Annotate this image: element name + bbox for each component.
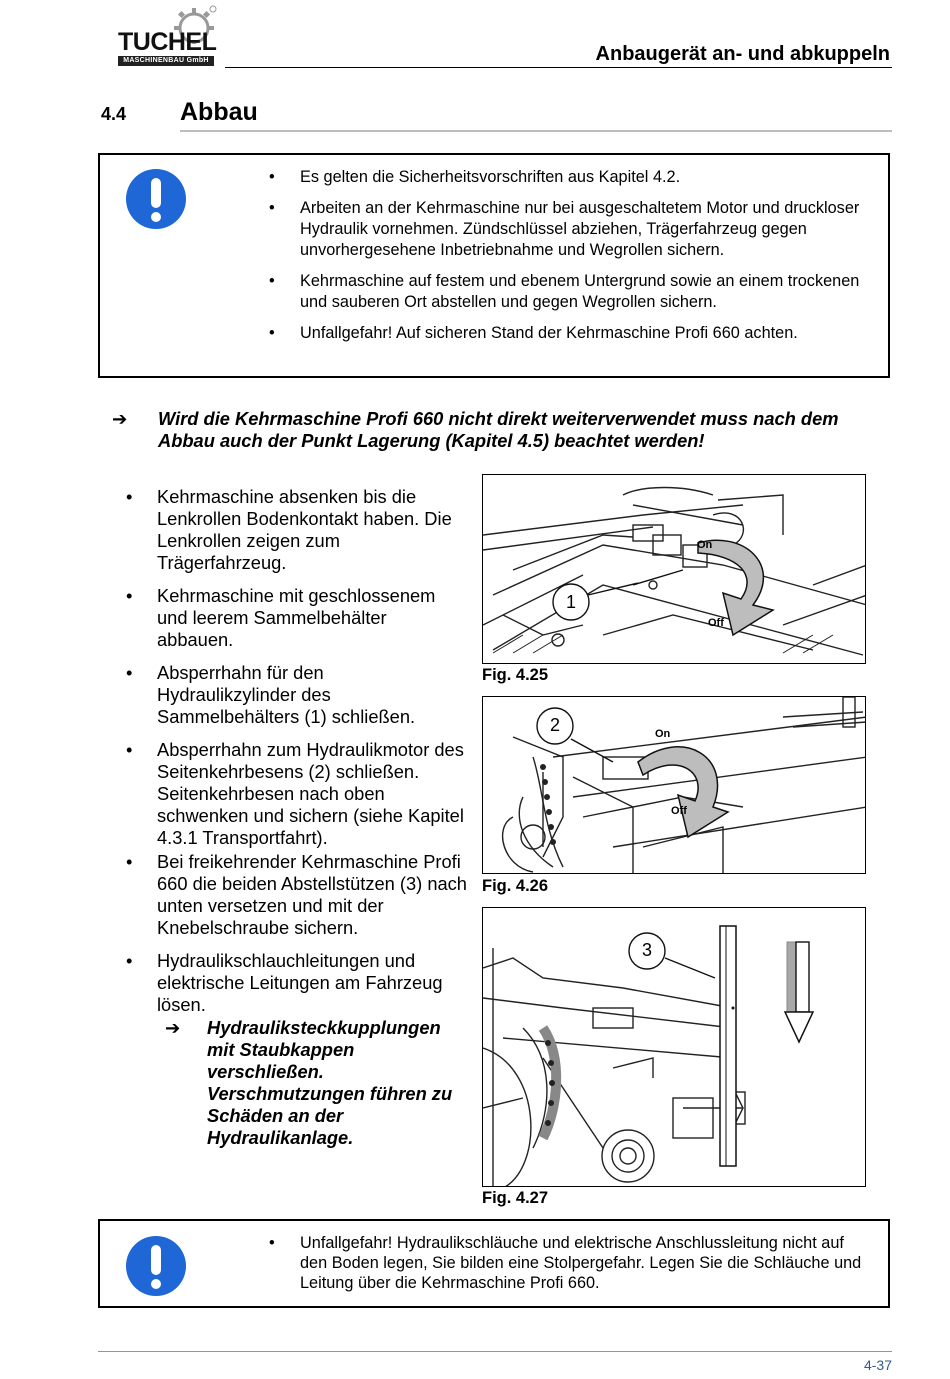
callout-number: 1 bbox=[565, 592, 576, 612]
note-text: Wird die Kehrmaschine Profi 660 nicht direkt weiterverwendet muss nach dem Abbau auch der Punkt Lagerung (Kapitel 4.5) beachtet werden! bbox=[158, 408, 839, 451]
figure-caption: Fig. 4.25 bbox=[482, 666, 549, 684]
warning-item: • Unfallgefahr! Hydraulikschläuche und elektrische Anschlussleitung nicht auf den Boden legen, Sie bilden eine Stolpergefahr. Legen Sie die Schläuche und Leitung über die Kehrmaschine Profi 660. bbox=[300, 1233, 870, 1293]
figure-4-27-image bbox=[482, 907, 866, 1187]
footer-rule bbox=[98, 1351, 892, 1352]
sweeper-valve-illustration bbox=[483, 475, 866, 664]
step-item: • Hydraulikschlauchleitungen und elektrische Leitungen am Fahrzeug lösen. bbox=[157, 950, 467, 1016]
warning-item: • Kehrmaschine auf festem und ebenem Untergrund sowie an einem trockenen und sauberen Ort abstellen und gegen Wegrollen sichern. bbox=[300, 271, 870, 313]
arrow-right-icon: ➔ bbox=[112, 408, 128, 429]
page-number: 4-37 bbox=[863, 1357, 892, 1373]
label-off: Off bbox=[708, 617, 724, 629]
figure-caption: Fig. 4.26 bbox=[482, 877, 549, 895]
logo-wordmark: TUCHEL bbox=[118, 28, 217, 56]
header-title: Anbaugerät an- und abkuppeln bbox=[595, 43, 890, 65]
step-item: • Absperrhahn zum Hydraulikmotor des Seitenkehrbesens (2) schließen. Seitenkehrbesen nach oben schwenken und sichern (siehe Kapitel 4.3.1 Transportfahrt). bbox=[157, 739, 467, 849]
figure-4-26-image bbox=[482, 696, 866, 874]
warning-list-bottom bbox=[300, 1233, 870, 1293]
step-item: • Bei freikehrender Kehrmaschine Profi 660 die beiden Abstellstützen (3) nach unten versetzen und mit der Knebelschraube sichern. bbox=[157, 851, 467, 939]
section-number: 4.4 bbox=[101, 104, 127, 124]
step-item: • Kehrmaschine absenken bis die Lenkrollen Bodenkontakt haben. Die Lenkrollen zeigen zum Trägerfahrzeug. bbox=[157, 486, 467, 574]
step-item: • Kehrmaschine mit geschlossenem und leerem Sammelbehälter abbauen. bbox=[157, 585, 467, 651]
warning-exclamation-icon bbox=[126, 1236, 186, 1296]
warning-box-bottom bbox=[98, 1219, 890, 1308]
step-item: • Absperrhahn für den Hydraulikzylinder des Sammelbehälters (1) schließen. bbox=[157, 662, 467, 728]
section-title: Abbau bbox=[180, 98, 258, 126]
warning-item: • Es gelten die Sicherheitsvorschriften aus Kapitel 4.2. bbox=[300, 167, 870, 188]
procedure-steps bbox=[157, 486, 467, 1149]
warning-exclamation-icon bbox=[126, 169, 186, 229]
figure-4-25-image bbox=[482, 474, 866, 664]
warning-item: • Unfallgefahr! Auf sicheren Stand der Kehrmaschine Profi 660 achten. bbox=[300, 323, 870, 344]
figure-caption: Fig. 4.27 bbox=[482, 1189, 549, 1207]
parking-support-illustration bbox=[483, 908, 866, 1187]
header-rule bbox=[225, 67, 892, 68]
label-on: On bbox=[697, 539, 713, 551]
callout-number: 3 bbox=[641, 940, 652, 960]
subnote-instruction bbox=[157, 1017, 467, 1149]
arrow-right-icon: ➔ bbox=[165, 1017, 181, 1038]
label-on: On bbox=[655, 728, 671, 740]
subnote-text: Hydrauliksteckkupplungen mit Staubkappen verschließen. Verschmutzungen führen zu Schäden an der Hydraulikanlage. bbox=[207, 1017, 453, 1148]
label-off: Off bbox=[671, 805, 687, 817]
warning-box-top bbox=[98, 153, 890, 378]
logo-subtext: MASCHINENBAU GmbH bbox=[118, 56, 214, 66]
warning-list-top bbox=[300, 167, 870, 354]
callout-number: 2 bbox=[549, 715, 560, 735]
warning-item: • Arbeiten an der Kehrmaschine nur bei ausgeschaltetem Motor und druckloser Hydraulik vornehmen. Zündschlüssel abziehen, Trägerfahrzeug gegen unvorhergesehene Inbetriebnahme und Wegrollen sichern. bbox=[300, 198, 870, 261]
company-logo bbox=[118, 4, 218, 66]
section-rule bbox=[180, 130, 892, 132]
